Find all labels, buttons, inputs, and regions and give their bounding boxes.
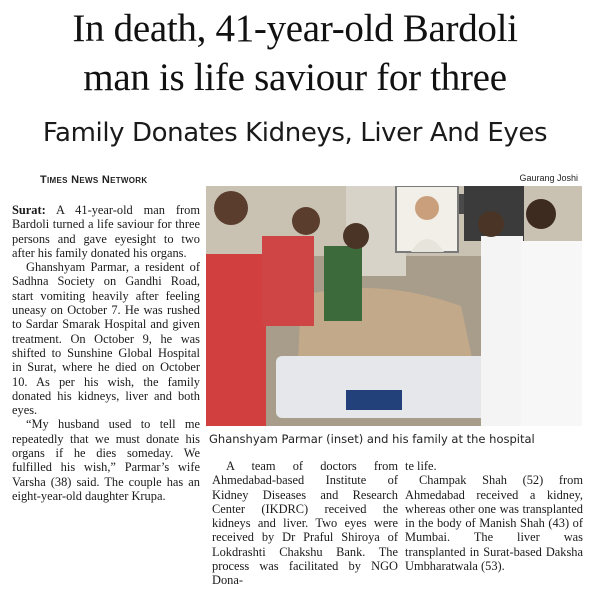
paragraph-text: A 41-year-old man from Bardoli turned a life saviour for three persons and gave eyesight to two after his family donated his organs. xyxy=(12,203,200,260)
article-paragraph xyxy=(12,203,200,260)
photo-caption: Ghanshyam Parmar (inset) and his family at the hospital xyxy=(209,432,535,446)
article-paragraph: Champak Shah (52) from Ahmedabad received a kidney, whereas other one was transplanted in the body of Manish Shah (43) of Mumbai. The liver was transplanted in Surat-based Daksha Umbharatwala (53). xyxy=(405,473,583,574)
article-column-2 xyxy=(212,459,398,588)
headline-line-2: man is life saviour for three xyxy=(83,56,507,99)
article-paragraph: A team of doctors from Ahmedabad-based Institute of Kidney Diseases and Research Center (IKDRC) received the kidneys and liver. Two eyes were received by Dr Praful Shiroya of Lokdrashti Chakshu Bank. The process was facilitated by NGO Dona- xyxy=(212,459,398,588)
subheadline: Family Donates Kidneys, Liver And Eyes xyxy=(42,118,548,148)
article-paragraph: Ghanshyam Parmar, a resident of Sadhna Society on Gandhi Road, start vomiting heavily after feeling uneasy on October 7. He was rushed to Sardar Smarak Hospital and given treatment. On October 9, he was shifted to Sunshine Global Hospital in Surat, where he died on October 10. As per his wish, the family donated his kidneys, liver and both eyes. xyxy=(12,260,200,418)
news-photo xyxy=(206,186,582,426)
article-column-3 xyxy=(405,459,583,573)
byline: Times News Network xyxy=(40,174,148,186)
dateline: Surat: xyxy=(12,203,46,217)
headline-line-1: In death, 41-year-old Bardoli xyxy=(72,7,518,50)
article-paragraph: “My husband used to tell me repeatedly that we must donate his organs if he dies someday. We fulfilled his wish,” Parmar’s wife Varsha (38) said. The couple has an eight-year-old daughter Krupa. xyxy=(12,417,200,503)
article-column-1 xyxy=(12,203,200,503)
photo-credit: Gaurang Joshi xyxy=(519,173,578,183)
article-paragraph: te life. xyxy=(405,459,437,473)
